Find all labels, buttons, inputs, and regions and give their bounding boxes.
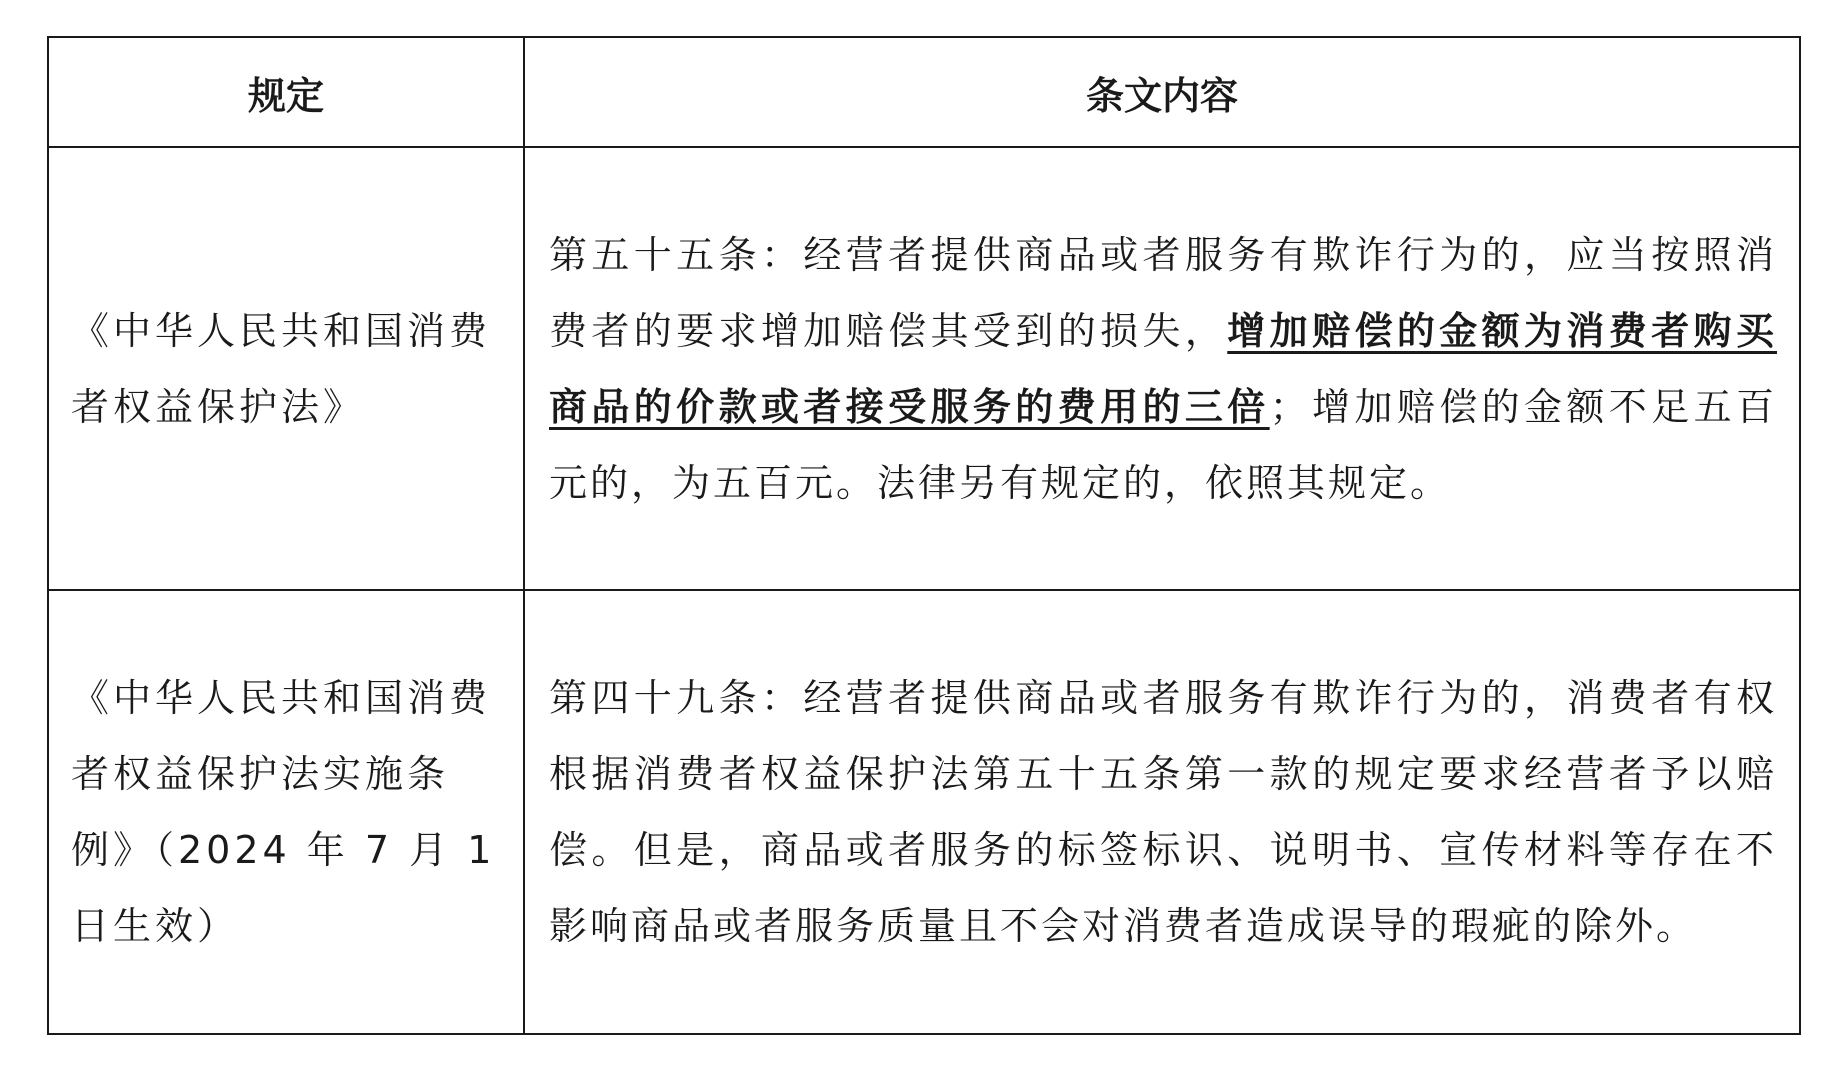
regulation-cell: 《中华人民共和国消费者权益保护法》 xyxy=(48,147,524,590)
article-cell xyxy=(524,147,1800,590)
table-row xyxy=(48,590,1800,1034)
column-header-article-content: 条文内容 xyxy=(524,37,1800,147)
table-row xyxy=(48,147,1800,590)
table-header-row xyxy=(48,37,1800,147)
article-cell: 第四十九条：经营者提供商品或者服务有欺诈行为的，消费者有权根据消费者权益保护法第五十五条第一款的规定要求经营者予以赔偿。但是，商品或者服务的标签标识、说明书、宣传材料等存在不影响商品或者服务质量且不会对消费者造成误导的瑕疵的除外。 xyxy=(524,590,1800,1034)
regulation-cell: 《中华人民共和国消费者权益保护法实施条例》（2024 年 7 月 1 日生效） xyxy=(48,590,524,1034)
column-header-regulation: 规定 xyxy=(48,37,524,147)
article-text: 第五十五条：经营者提供商品或者服务有欺诈行为的，应当按照消费者的要求增加赔偿其受到的损失， xyxy=(549,232,1777,353)
article-text-continued: ；增加赔偿的金额不足五百元的，为五百元。法律另有规定的，依照其规定。 xyxy=(549,384,1777,505)
law-comparison-table xyxy=(47,36,1801,1035)
article-emphasis: 增加赔偿的金额为消费者购买商品的价款或者接受服务的费用的三倍 xyxy=(549,308,1777,429)
